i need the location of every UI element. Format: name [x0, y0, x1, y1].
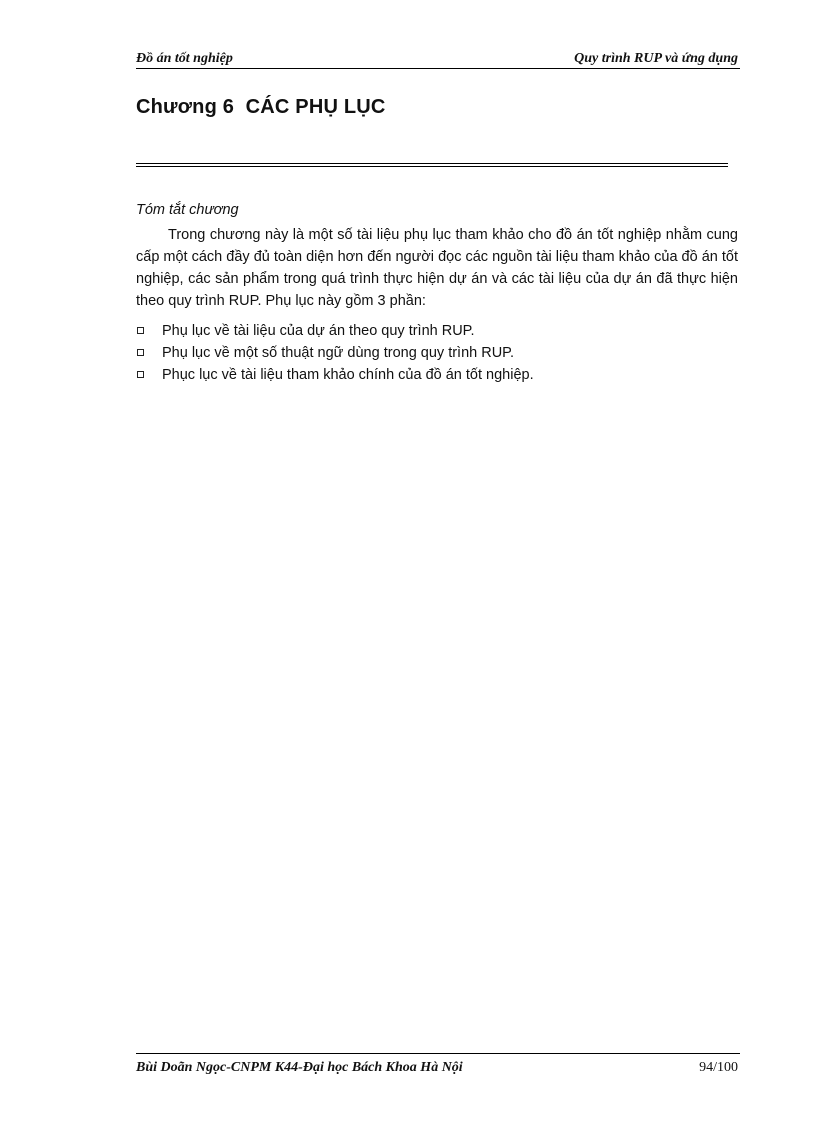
square-bullet-icon [137, 349, 144, 356]
header-left-text: Đồ án tốt nghiệp [136, 51, 233, 66]
list-item-text: Phục lục về tài liệu tham khảo chính của đồ án tốt nghiệp. [162, 367, 534, 383]
title-divider-top [136, 163, 728, 164]
summary-paragraph: Trong chương này là một số tài liệu phụ lục tham khảo cho đồ án tốt nghiệp nhằm cung cấp một cách đầy đủ toàn diện hơn đến người đọc các nguồn tài liệu tham khảo của đồ án tốt nghiệp, các sản phẩm trong quá trình thực hiện dự án và các tài liệu của dự án đã thực hiện theo quy trình RUP. Phụ lục này gồm 3 phần: [136, 227, 738, 309]
square-bullet-icon [137, 327, 144, 334]
chapter-title: Chương 6 CÁC PHỤ LỤC [136, 96, 386, 118]
list-item [136, 364, 534, 386]
page-header [136, 50, 740, 69]
list-item [136, 320, 534, 342]
summary-heading: Tóm tắt chương [136, 202, 239, 218]
list-item-text: Phụ lục về một số thuật ngữ dùng trong quy trình RUP. [162, 345, 515, 361]
page-footer [136, 1053, 740, 1078]
page-number: 94/100 [699, 1060, 738, 1075]
square-bullet-icon [137, 371, 144, 378]
list-item-text: Phụ lục về tài liệu của dự án theo quy trình RUP. [162, 323, 475, 339]
list-item [136, 342, 534, 364]
appendix-list [136, 320, 534, 386]
header-right-text: Quy trình RUP và ứng dụng [574, 51, 738, 66]
footer-author: Bùi Doãn Ngọc-CNPM K44-Đại học Bách Khoa Hà Nội [136, 1060, 463, 1075]
title-divider-bottom [136, 166, 728, 167]
